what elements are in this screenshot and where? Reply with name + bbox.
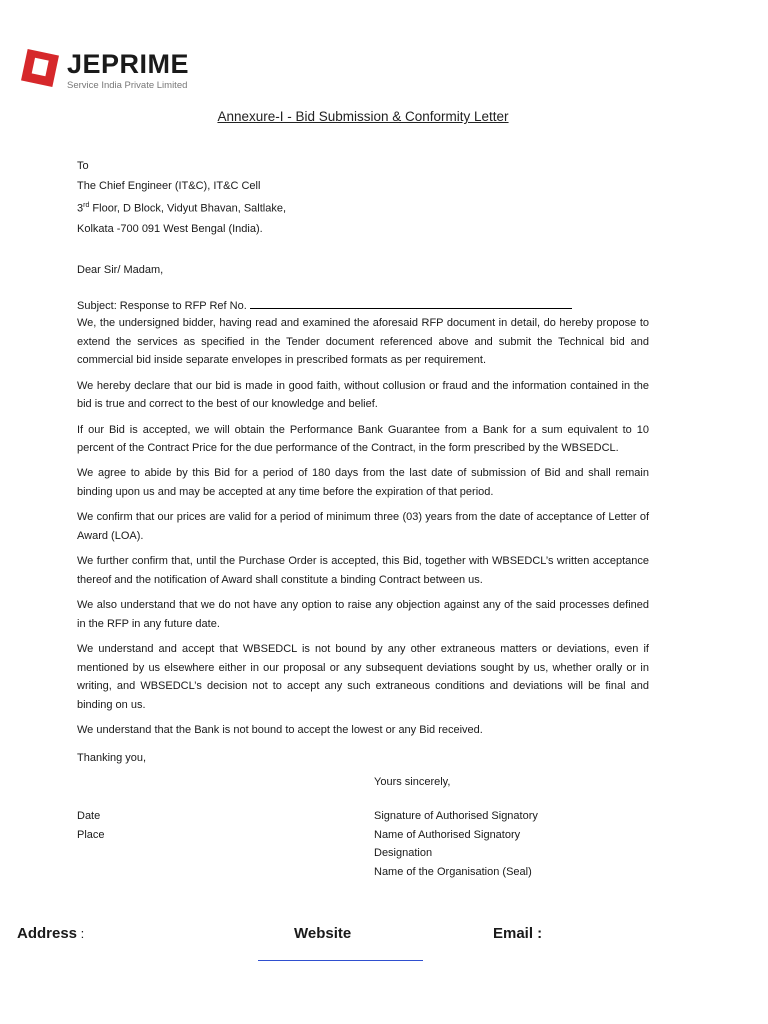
subject-line [77, 297, 572, 312]
address-line-2: 3rd Floor, D Block, Vidyut Bhavan, Saltlake, [77, 202, 287, 215]
paragraph: We also understand that we do not have any option to raise any objection against any of the said processes defined in the RFP in any future date. [77, 599, 649, 630]
signatory-name-label: Name of Authorised Signatory [374, 828, 521, 841]
paragraph: We understand that the Bank is not bound to accept the lowest or any Bid received. [77, 724, 483, 737]
company-logo [20, 48, 220, 94]
date-label: Date [77, 810, 101, 822]
jeprime-logo-icon [20, 48, 60, 88]
yours-sincerely: Yours sincerely, [374, 776, 451, 788]
logo-subtitle: Service India Private Limited [67, 80, 188, 91]
footer-email: Email : [493, 925, 543, 942]
paragraph: We hereby declare that our bid is made in good faith, without collusion or fraud and the information contained in the bid is true and correct to the best of our knowledge and belief. [77, 379, 649, 411]
rfp-ref-blank [250, 297, 572, 309]
logo-name: JEPRIME [67, 49, 190, 79]
designation-label: Designation [374, 847, 433, 860]
salutation: Dear Sir/ Madam, [77, 264, 164, 276]
paragraph: We understand and accept that WBSEDCL is not bound by any other extraneous matters or deviations, even if mentioned by us elsewhere either in our proposal or any subsequent deviations sought by us, whether orally or in writing, and WBSEDCL’s decision not to accept any such extraneous conditions and deviations will be final and binding on us. [77, 643, 649, 712]
signature-label: Signature of Authorised Signatory [374, 810, 538, 822]
letter-body [77, 314, 649, 747]
place-label: Place [77, 828, 105, 841]
subject-label: Subject: Response to RFP Ref No. [77, 300, 247, 312]
date-place-block [77, 807, 105, 844]
recipient-address [77, 156, 286, 239]
page-title: Annexure-I - Bid Submission & Conformity Letter [217, 109, 509, 124]
footer-website: Website [294, 925, 352, 942]
address-line-1: The Chief Engineer (IT&C), IT&C Cell [77, 180, 261, 192]
paragraph: If our Bid is accepted, we will obtain the Performance Bank Guarantee from a Bank for a sum equivalent to 10 percent of the Contract Price for the due performance of the Contract, in the form prescribed by the WBSEDCL. [77, 423, 649, 455]
address-to: To [77, 160, 89, 172]
signatory-block [374, 807, 538, 882]
paragraph: We, the undersigned bidder, having read and examined the aforesaid RFP document in detail, do hereby propose to extend the services as specified in the Tender document referenced above and submit the Technical bid and commercial bid inside separate envelopes in prescribed formats as per requirement. [77, 317, 649, 367]
paragraph: We confirm that our prices are valid for a period of minimum three (03) years from the date of acceptance of Letter of Award (LOA). [77, 511, 649, 543]
organisation-label: Name of the Organisation (Seal) [374, 866, 532, 879]
thanking-you: Thanking you, [77, 752, 147, 764]
paragraph: We further confirm that, until the Purchase Order is accepted, this Bid, together with WBSEDCL’s written acceptance thereof and the notification of Award shall constitute a binding Contract between us. [77, 555, 649, 586]
footer-address: Address : [17, 925, 85, 942]
website-link-underline[interactable] [258, 960, 423, 961]
address-line-3: Kolkata -700 091 West Bengal (India). [77, 222, 263, 235]
paragraph: We agree to abide by this Bid for a period of 180 days from the last date of submission of Bid and shall remain binding upon us and may be accepted at any time before the expiration of that period. [77, 467, 649, 499]
